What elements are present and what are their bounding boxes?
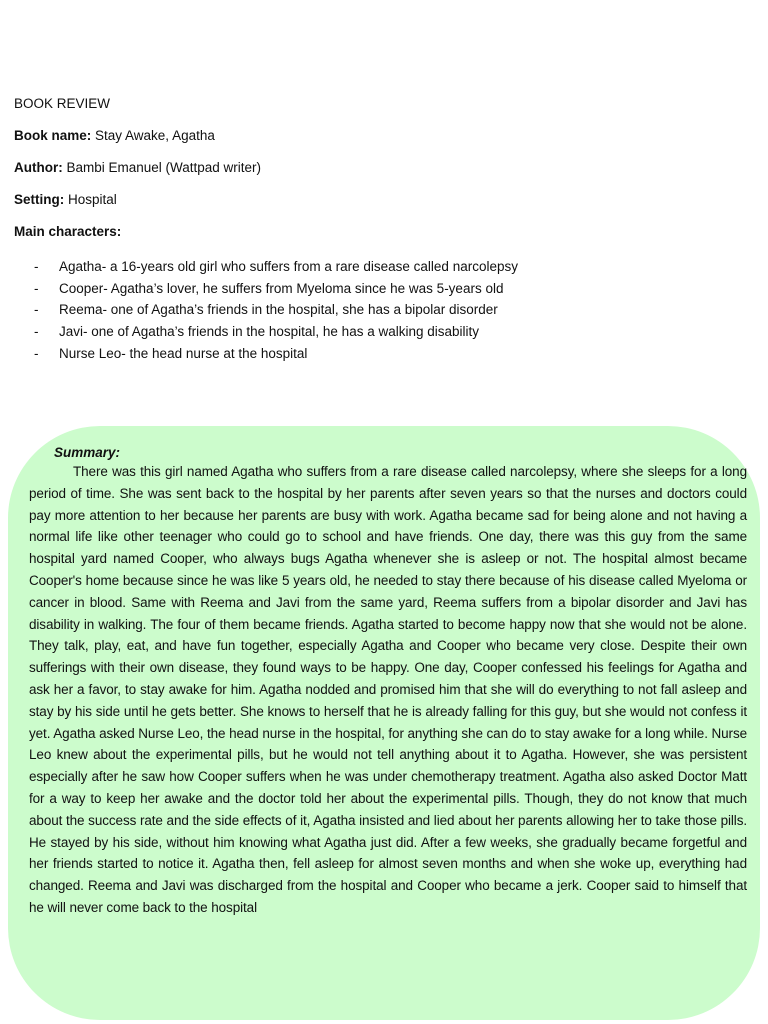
author-label: Author: <box>14 160 63 175</box>
list-marker: - <box>34 324 39 340</box>
summary-text: There was this girl named Agatha who suffers from a rare disease called narcolepsy, where she sleeps for a long period of time. She was sent back to the hospital by her parents after seven years so that the nurses and doctors could pay more attention to her because her parents are busy with work. Agatha became sad for being alone and not having a normal life like other teenager who could go to school and have friends. One day, there was this guy from the same hospital yard named Cooper, who always bugs Agatha whenever she is asleep or not. The hospital almost became Cooper's home because since he was like 5 years old, he needed to stay there because of his disease called Myeloma or cancer in blood. Same with Reema and Javi from the same yard, Reema suffers from a bipolar disorder and Javi has disability in walking. The four of them became friends. Agatha started to become happy now that she would not be alone. They talk, play, eat, and have fun together, especially Agatha and Cooper who became very close. Despite their own sufferings with their own disease, they found ways to be happy. One day, Cooper confessed his feelings for Agatha and ask her a favor, to stay awake for him. Agatha nodded and promised him that she will do everything to not fall asleep and stay by his side until he gets better. She knows to herself that he is already falling for this guy, but she would not confess it yet. Agatha asked Nurse Leo, the head nurse in the hospital, for anything she can do to stay awake for a long while. Nurse Leo knew about the experimental pills, but he would not tell anything about it to Agatha. However, she was persistent especially after he saw how Cooper suffers when he was under chemotherapy treatment. Agatha also asked Doctor Matt for a way to keep her awake and the doctor told her about the experimental pills. Though, they do not know that much about the success rate and the side effects of it, Agatha insisted and lied about her parents allowing her to take those pills. He stayed by his side, without him knowing what Agatha just did. After a few weeks, she gradually became forgetful and her friends started to notice it. Agatha then, fell asleep for almost seven months and when she woke up, everything had changed. Reema and Javi was discharged from the hospital and Cooper who became a jerk. Cooper said to himself that he will never come back to the hospital <box>29 464 748 915</box>
list-item <box>34 321 734 343</box>
list-item <box>34 278 734 300</box>
character-item: Agatha- a 16-years old girl who suffers from a rare disease called narcolepsy <box>59 259 518 274</box>
setting-field <box>14 192 754 208</box>
list-marker: - <box>34 280 39 296</box>
list-marker: - <box>34 345 39 361</box>
setting-label: Setting: <box>14 192 65 207</box>
character-item: Cooper- Agatha’s lover, he suffers from Myeloma since he was 5-years old <box>59 280 504 296</box>
summary-title: Summary: <box>54 445 121 460</box>
list-item <box>34 343 734 365</box>
book-name-value: Stay Awake, Agatha <box>91 128 215 143</box>
book-name-field <box>14 128 754 144</box>
main-characters-label: Main characters: <box>14 224 122 239</box>
author-value: Bambi Emanuel (Wattpad writer) <box>62 160 262 175</box>
main-characters-field <box>14 224 754 240</box>
list-marker: - <box>34 302 39 318</box>
book-name-label: Book name: <box>14 128 92 143</box>
list-item <box>34 256 734 278</box>
author-field <box>14 160 754 176</box>
list-item <box>34 299 734 321</box>
character-list <box>34 256 734 364</box>
character-item: Reema- one of Agatha’s friends in the hospital, she has a bipolar disorder <box>59 302 498 318</box>
list-marker: - <box>34 259 39 274</box>
setting-value: Hospital <box>64 192 117 207</box>
character-item: Nurse Leo- the head nurse at the hospital <box>59 345 308 361</box>
character-item: Javi- one of Agatha’s friends in the hospital, he has a walking disability <box>59 324 480 340</box>
document-title: BOOK REVIEW <box>14 96 111 111</box>
review-header <box>14 96 754 256</box>
